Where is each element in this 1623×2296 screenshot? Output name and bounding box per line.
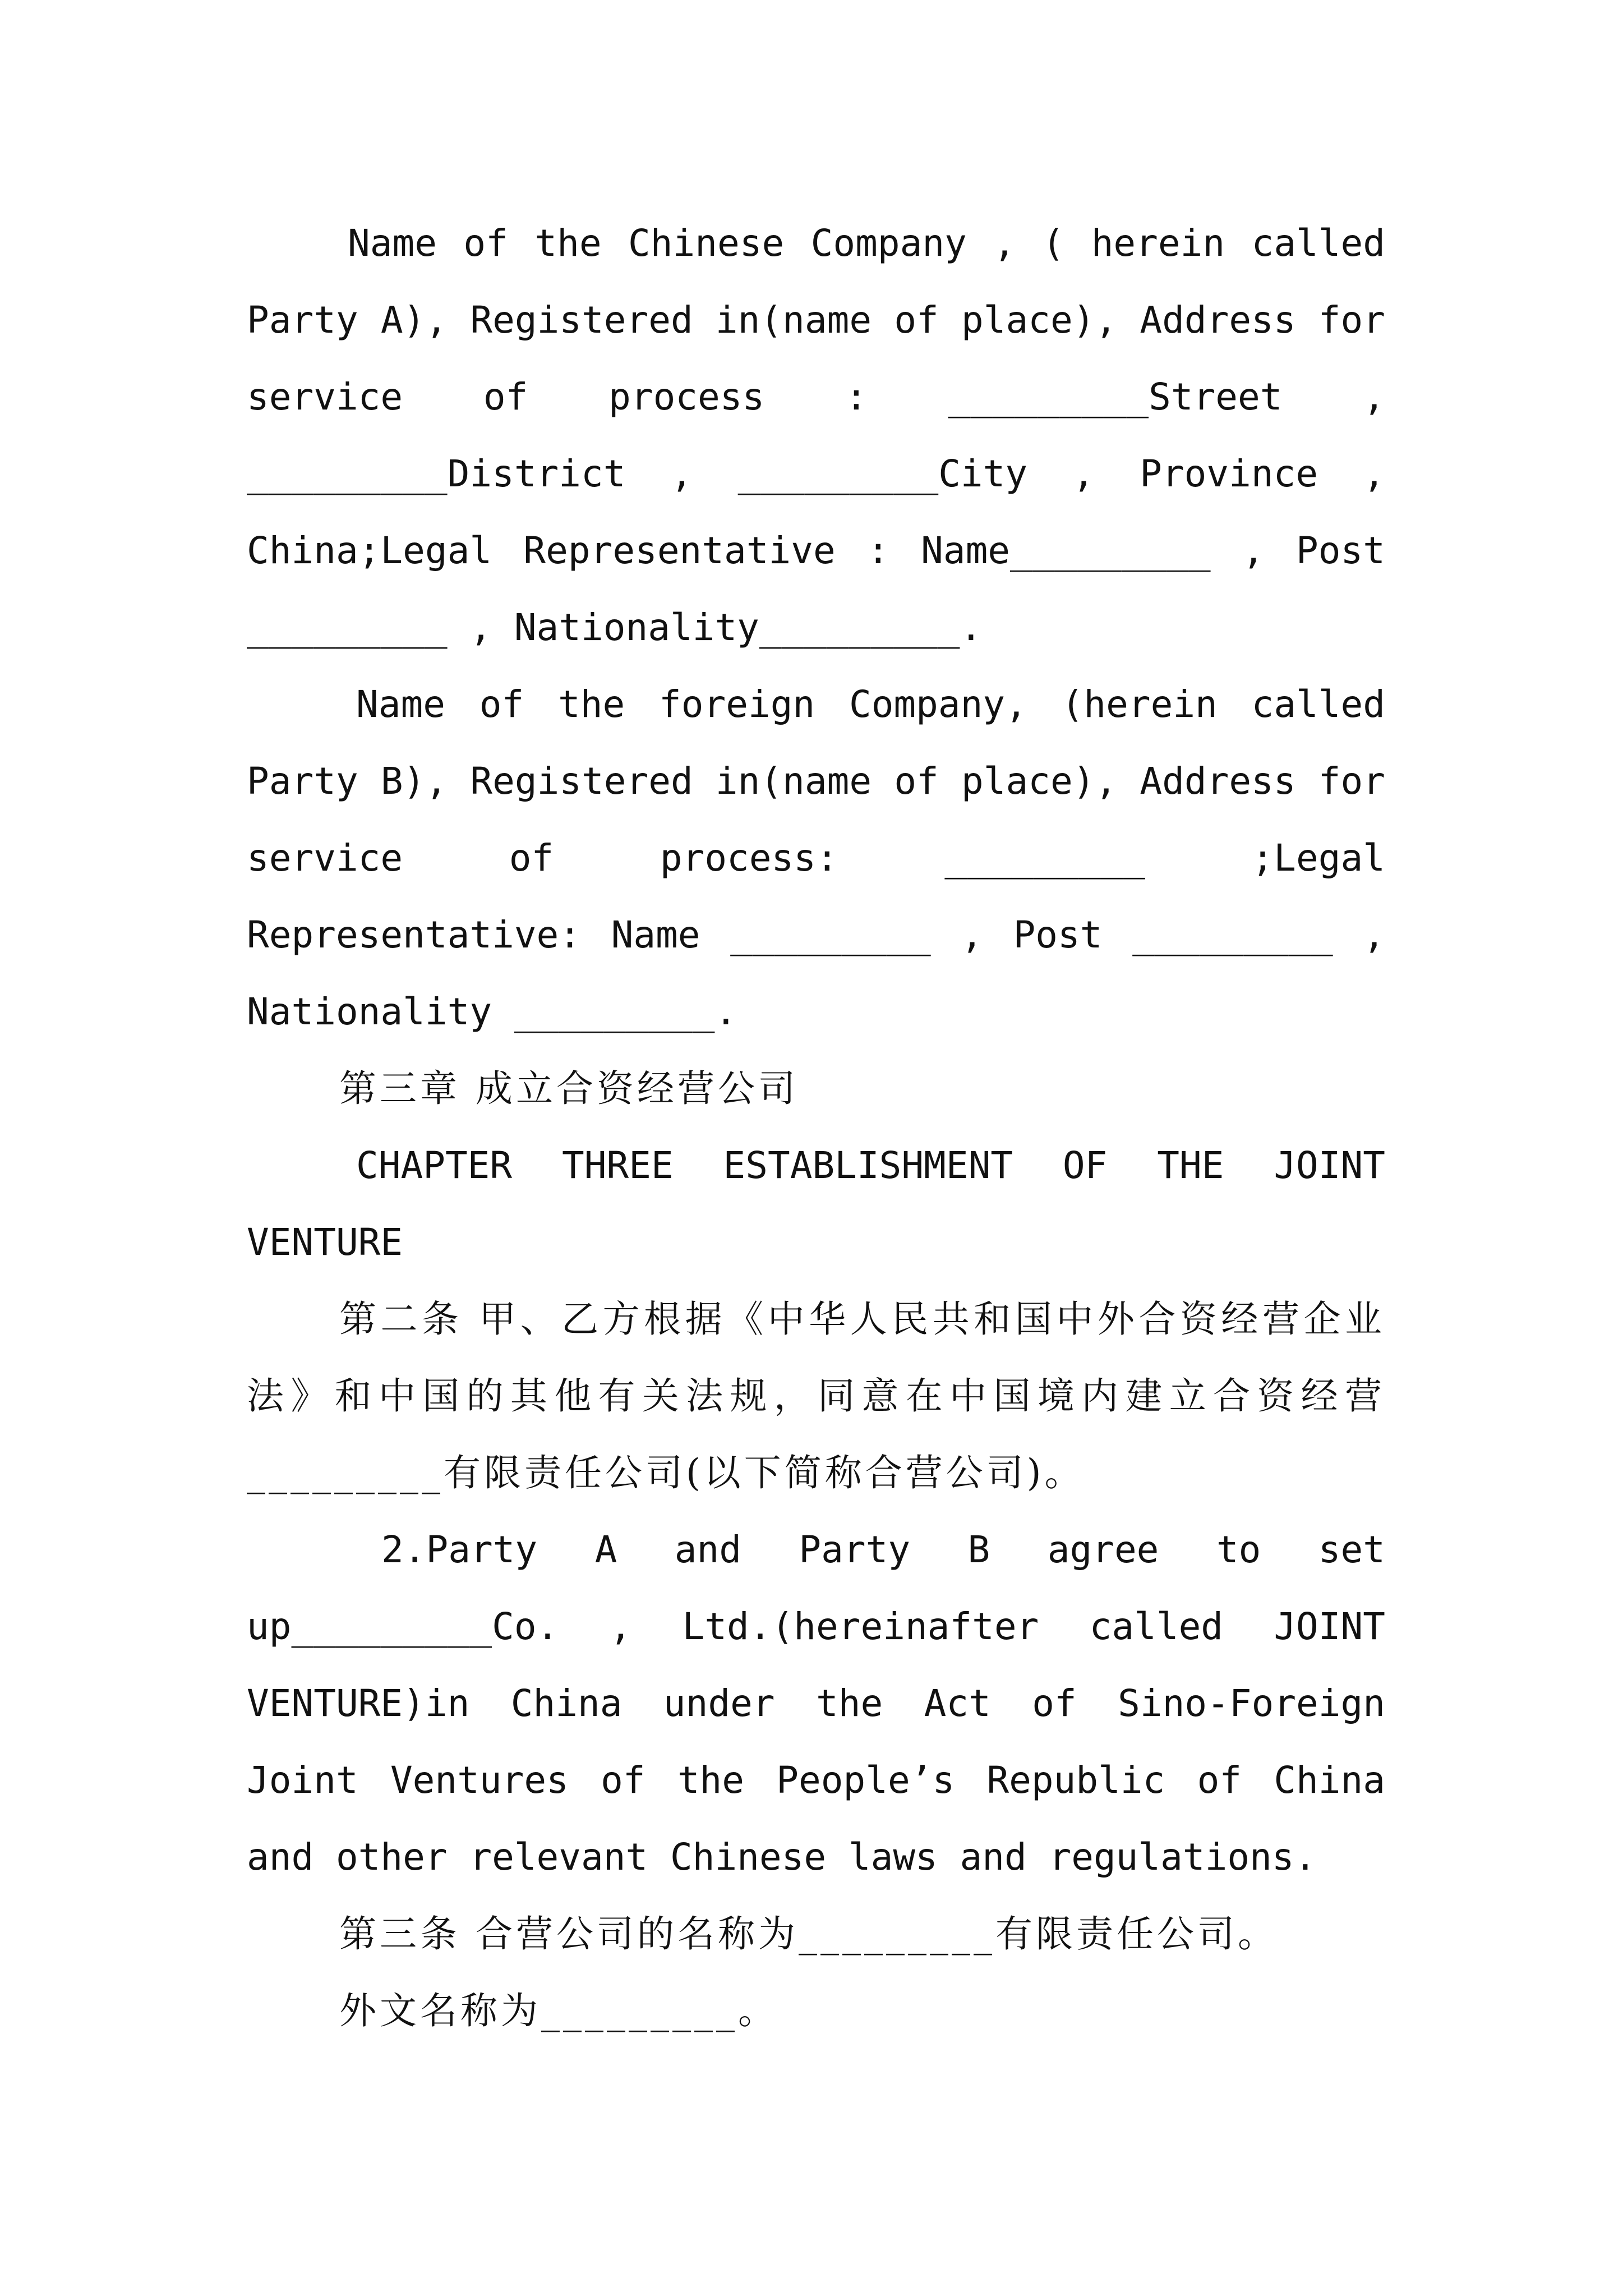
article-two-cn: 第二条 甲、乙方根据《中华人民共和国中外合资经营企业法》和中国的其他有关法规，同意在中国境内建立合资经营_________有限责任公司(以下简称合营公司)。: [247, 1297, 1385, 1494]
chapter-heading-cn: 第三章 成立合资经营公司: [339, 1067, 799, 1110]
article-three-cn: 第三条 合营公司的名称为_________有限责任公司。: [339, 1912, 1278, 1955]
foreign-name-line-cn: 外文名称为_________。: [339, 1989, 778, 2032]
chapter-heading-en: CHAPTER THREE ESTABLISHMENT OF THE JOINT VENTURE: [247, 1144, 1385, 1264]
document-body: [247, 205, 1385, 2049]
paragraph-party-a: Name of the Chinese Company , ( herein called Party A), Registered in(name of place), Address for service of process : _________Street , _________District , _________City , Province , China;Legal Representative : Name_________ , Post _________ , Nationality_________.: [247, 222, 1385, 649]
article-two-en: 2.Party A and Party B agree to set up_________Co. , Ltd.(hereinafter called JOINT VENTURE)in China under the Act of Sino-Foreign Joint Ventures of the People’s Republic of China and other relevant Chinese laws and regulations.: [247, 1528, 1385, 1879]
paragraph-party-b: Name of the foreign Company, (herein called Party B), Registered in(name of place), Address for service of process: _________ ;Legal Representative: Name _________ , Post _________ , Nationality _________.: [247, 683, 1385, 1033]
